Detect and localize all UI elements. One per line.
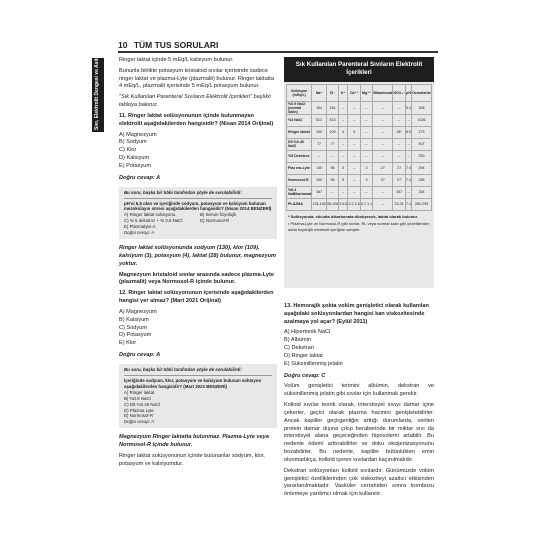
- option: E) Potasyum: [119, 162, 152, 169]
- table-row: [287, 138, 432, 150]
- table-cell: 23-31: [393, 198, 406, 210]
- body-paragraph: Kolloid sıvılar teorik olarak, interstisyel sıvıyı damar içine çekerler, geçici olarak plazma hacmini genişletebilirler. Ancak kapiller geçirgenliğin arttığı durumlarda, verilen protein damar dışına çıkıp beraberinde bir miktar sıvı da interstisyel alana geçeceğinden hipovolemi artabilir. Bu nedenle ödemi arttırabilirler ve doku oksijenizasyonunu bozabilirler. Bu nedenle, kapiller bütünlükten emin olunmadıkça, kolloid içeren sıvılardan kaçınılmalıdır.: [284, 402, 434, 463]
- table-cell: –: [360, 126, 372, 138]
- chapter-side-tab: [92, 16, 104, 132]
- box-title: Bu soru, başka bir tıbbi tarafından şöyle de sorulabilirdi:: [124, 190, 272, 199]
- table-cell: –: [339, 150, 348, 162]
- electrolyte-table: [286, 84, 432, 211]
- alternate-question-box: [119, 364, 277, 428]
- table-cell: –: [348, 186, 360, 198]
- option: E) Klor: [119, 340, 137, 347]
- table-cell: –: [406, 150, 412, 162]
- table-cell: 513: [312, 114, 326, 126]
- table-cell: 7.4: [406, 162, 412, 174]
- table-cell: –: [312, 150, 326, 162]
- body-paragraph: Dekstran solüsyonları kolloid sıvılardır. Günümüzde volüm genişletici özelliklerinden çok viskoziteyi azaltıcı etkisinden yararlanılmaktadır. Vasküler cerrahiden sonra trombozu önlemeye yardımcı olmak için kullanılır.: [284, 467, 434, 498]
- box-answer: Doğru cevap: A: [124, 419, 155, 425]
- table-body: [287, 101, 432, 210]
- table-cell: –: [339, 114, 348, 126]
- table-row-label: Normosol-R: [287, 174, 312, 186]
- table-cell: 77: [312, 138, 326, 150]
- table-cell: –: [348, 174, 360, 186]
- table-cell: 2.2-2.6: [348, 198, 360, 210]
- table-cell: –: [360, 186, 372, 198]
- table-row-label: %8.4 NaBikarbonat: [288, 188, 312, 197]
- question-11: 11. Ringer laktat solüsyonunun içinde bulunmayan elektrolit aşağıdakilerden hangisidir? (Nisan 2014 Orijinal): [119, 112, 274, 127]
- table-cell: –: [393, 114, 406, 126]
- table-cell: –: [393, 101, 406, 114]
- intro-paragraph: Bununla birlikte potasyum kristaloid sıvılar içerisinde sadece ringer laktat ve plazma-Lyte (plazmalit) bulunur. Ringer laktatta 4 mEq/L, plazmalit içerisinde 5 mEq/L potasyum bulunur.: [119, 67, 274, 90]
- intro-paragraph: "Sık Kullanılan Parenteral Sıvıların Elektrolit İçerikleri" başlıklı tabloya bakınız.: [119, 94, 271, 109]
- explanation: Ringer laktat solüsyonunda sodyum (130), klor (109), kalsiyum (3), potasyum (4), laktat (28) bulunur, magnezyum yoktur.: [119, 245, 276, 267]
- option: E) Normosol-R: [124, 413, 154, 419]
- table-cell: 7.4: [406, 198, 412, 210]
- table-row: [287, 126, 432, 138]
- table-cell: 140: [312, 174, 326, 186]
- table-row: [287, 101, 432, 114]
- table-row-label: Plaz ma-Lyte: [287, 162, 312, 174]
- electrolyte-table-box: [284, 57, 434, 288]
- table-footnote: • Plazma-Lyte ve Normosol-R gibi sıvılar, RL veya normal salin gibi çözeltilerden daha fizyolojik elektrolit içeriğine sahiptir.: [288, 221, 430, 232]
- table-row-label: Ringer laktat: [287, 126, 312, 138]
- table-cell: –: [360, 114, 372, 126]
- table-cell: 98-106: [326, 198, 338, 210]
- table-header-cell: Solüsyon (mEq/L): [287, 84, 312, 101]
- table-row: [287, 114, 432, 126]
- table-cell: –: [360, 138, 372, 150]
- table-cell: –: [373, 138, 393, 150]
- table-cell: –: [339, 101, 348, 114]
- table-cell: 7.4: [406, 174, 412, 186]
- table-cell: 294: [412, 162, 432, 174]
- option: A) Magnezyum: [119, 131, 157, 138]
- table-cell: 250: [412, 150, 432, 162]
- table-footnote: * Solüsyonda, vücutta bikarbonata dönüşecek, laktat olarak bulunur.: [288, 213, 419, 219]
- table-cell: 295: [412, 174, 432, 186]
- table-title: Sık Kullanılan Parenteral Sıvıların Elektrolit İçerikleri: [284, 57, 434, 82]
- table-header-cell: Ozmolarite: [412, 84, 432, 101]
- page-number: 10: [118, 40, 128, 50]
- table-cell: –: [373, 186, 393, 198]
- page-header: [118, 40, 438, 52]
- answer: Doğru cevap: A: [119, 352, 161, 359]
- table-row: [287, 174, 432, 186]
- table-row: [287, 150, 432, 162]
- question-12: 12. Ringer laktat solüsyonunun içerisinde aşağıdakilerden hangisi yer almaz? (Mart 2021 Orijinal): [119, 290, 274, 305]
- option: D) Potasyum: [119, 332, 152, 339]
- table-cell: 5: [339, 174, 348, 186]
- table-cell: –: [348, 162, 360, 174]
- table-notes: [284, 213, 434, 235]
- table-cell: 5.4: [406, 101, 412, 114]
- table-cell: 280-295: [412, 198, 432, 210]
- table-cell: 167: [312, 186, 326, 198]
- question-13-options: [284, 329, 434, 368]
- table-cell: 5: [339, 162, 348, 174]
- table-cell: –: [373, 198, 393, 210]
- table-row-label: %3 NaCl: [287, 114, 312, 126]
- table-row: [287, 198, 432, 210]
- table-cell: 77: [326, 138, 338, 150]
- book-title: TÜM TUS SORULARI: [133, 40, 219, 50]
- table-cell: –: [406, 114, 412, 126]
- box-question: İçeriğinde sodyum, klor, potasyum ve kalsiyum bulunan solüsyon aşağıdakilerden hangisidir? (Mart 2021 BENZERİ): [124, 377, 262, 389]
- option: A) Ringer laktat: [124, 389, 155, 395]
- explanation: Magnezyum kristaloid sıvılar arasında sadece plazma-Lyte (plazmalit) veya Normosol-R içinde bulunur.: [119, 271, 274, 286]
- option: B) Albümin: [284, 337, 312, 344]
- option: D) Ringer laktat: [284, 352, 323, 359]
- table-cell: 4: [339, 126, 348, 138]
- table-cell: 27: [393, 174, 406, 186]
- table-cell: 1026: [412, 114, 432, 126]
- table-cell: –: [393, 150, 406, 162]
- chapter-side-tab-label: Sıvı, Elektrolit Dengesi ve Asit-Baz Bozuklukları: [94, 16, 100, 130]
- header-rule: [118, 51, 438, 53]
- table-row-label: D5 %0.45 NaCl: [287, 138, 312, 150]
- question-12-options: [119, 309, 277, 348]
- table-cell: –: [348, 138, 360, 150]
- table-cell: –: [406, 138, 412, 150]
- table-cell: 513: [326, 114, 338, 126]
- option: A) Magnezyum: [119, 308, 157, 315]
- table-header-cell: Na⁺: [312, 84, 326, 101]
- table-cell: 130: [312, 126, 326, 138]
- table-cell: –: [339, 138, 348, 150]
- option: B) Serum fizyolojik: [200, 212, 237, 218]
- table-cell: 98: [326, 174, 338, 186]
- table-cell: –: [373, 114, 393, 126]
- table-cell: 3: [360, 174, 372, 186]
- table-row: [287, 162, 432, 174]
- right-column: [284, 303, 434, 502]
- table-cell: –: [360, 101, 372, 114]
- table-row-label: %5 Dekstroz: [287, 150, 312, 162]
- table-row: [287, 186, 432, 198]
- table-cell: 308: [412, 101, 432, 114]
- table-cell: 334: [412, 186, 432, 198]
- table-cell: 154: [312, 101, 326, 114]
- box-question: pH'si 6,5 olan ve içeriğinde sodyum, potasyum ve kalsiyum bulunan mezokolayın süresi aşağıdakilerden hangisidir? (Nisan 2014 BENZERİ): [124, 200, 272, 212]
- table-cell: 27: [373, 174, 393, 186]
- table-cell: –: [339, 186, 348, 198]
- option: A) Hipertonik NaCl: [284, 329, 331, 336]
- answer: Doğru cevap: A: [119, 174, 161, 181]
- table-cell: –: [373, 126, 393, 138]
- table-header-cell: HCO₃⁻: [393, 84, 406, 101]
- explanation: Magnezyum Ringer laktatta bulunmaz. Plazma-Lyte veya Normosol-R içinde bulunur.: [119, 434, 269, 449]
- body-paragraph: Volüm genişletici terimini albümin, dekstran ve süksinillenmiş jelatin gibi sıvılar için kullanmak gerekir.: [284, 383, 434, 398]
- option: C) Dekstran: [284, 345, 314, 352]
- table-cell: 98: [326, 162, 338, 174]
- table-header-cell: Mg⁺⁺: [360, 84, 372, 101]
- table-cell: 154: [326, 101, 338, 114]
- option: D) Kalsiyum: [119, 155, 150, 162]
- table-cell: 134-145: [312, 198, 326, 210]
- table-cell: –: [373, 150, 393, 162]
- table-cell: –: [393, 138, 406, 150]
- question-13: 13. Hemorajik şokta volüm genişletici olarak kullanılan aşağıdaki solüsyonlardan hangisi kan viskozitesinde azalmaya yol açar? (Eylül 2011): [284, 303, 429, 325]
- table-cell: –: [326, 186, 338, 198]
- table-cell: –: [326, 150, 338, 162]
- table-row-label: PLAZMA: [287, 198, 312, 210]
- table-header-cell: Ca⁺⁺: [348, 84, 360, 101]
- table-cell: 109: [326, 126, 338, 138]
- table-cell: 273: [412, 126, 432, 138]
- table-header-cell: K⁺: [339, 84, 348, 101]
- table-header-cell: Bikarbonat: [373, 84, 393, 101]
- table-cell: –: [348, 114, 360, 126]
- left-column: [119, 57, 277, 472]
- table-header-cell: Cl⁻: [326, 84, 338, 101]
- table-cell: –: [360, 150, 372, 162]
- table-cell: 3: [360, 162, 372, 174]
- option: E) Plazmalyte-A: [124, 224, 156, 230]
- box-title: Bu soru, başka bir tıbbi tarafından şöyle de sorulabilirdi:: [124, 367, 272, 376]
- option: D) Normosol-R: [200, 218, 230, 224]
- option: B) Kalsiyum: [119, 316, 149, 323]
- table-cell: 6.5: [406, 126, 412, 138]
- table-cell: 3: [348, 126, 360, 138]
- option: C) Klor: [119, 147, 137, 154]
- table-cell: –: [406, 186, 412, 198]
- table-cell: 3.5-5: [339, 198, 348, 210]
- table-cell: 140: [312, 162, 326, 174]
- table-cell: 27: [373, 162, 393, 174]
- table-cell: –: [373, 101, 393, 114]
- intro-paragraph: Ringer laktat içinde 5 mEq/L kalsiyum bulunur.: [119, 57, 234, 63]
- table-cell: –: [348, 101, 360, 114]
- table-cell: 167: [393, 186, 406, 198]
- explanation: Ringer laktat solüsyonunun içinde bulunanlar sodyum, klor, potasyum ve kalsiyumdur.: [119, 453, 265, 467]
- question-11-options: [119, 132, 277, 171]
- table-cell: –: [348, 150, 360, 162]
- table-cell: 0.7-1.1: [360, 198, 372, 210]
- alternate-question-box: [119, 187, 277, 240]
- table-header-row: [287, 84, 432, 101]
- option: D) Plazma Lyte: [124, 407, 154, 413]
- option: B) %0.9 NaCl: [124, 395, 151, 401]
- table-cell: 27: [393, 162, 406, 174]
- option: C) Sodyum: [119, 324, 147, 331]
- option: B) Sodyum: [119, 139, 147, 146]
- table-header-cell: pH: [406, 84, 412, 101]
- option: E) Süksinillenmiş jelatin: [284, 360, 343, 367]
- answer: Doğru cevap: C: [284, 372, 326, 379]
- box-options: [124, 390, 272, 420]
- option: A) Ringer laktat solüsyonu: [124, 212, 176, 218]
- option: C) % 5 dekstroz + % 0,9 NaCl: [124, 218, 183, 224]
- box-answer: Doğru cevap: A: [124, 230, 155, 236]
- table-cell: 28*: [393, 126, 406, 138]
- box-options: [124, 212, 272, 230]
- table-row-label: %0.9 NaCl (normal Salin): [287, 101, 312, 114]
- table-cell: 407: [412, 138, 432, 150]
- option: C) D5 %0.45 NaCl: [124, 401, 161, 407]
